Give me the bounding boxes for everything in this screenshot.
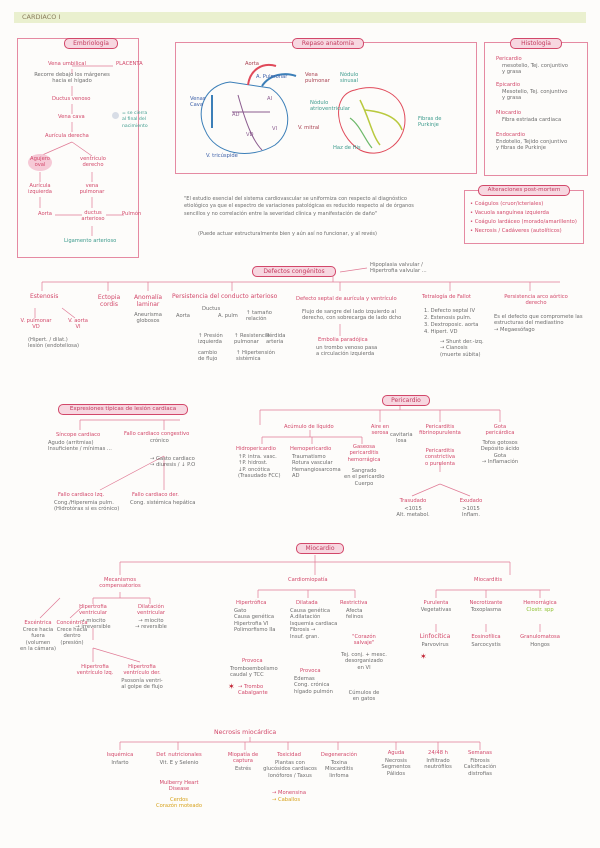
ductus-arterioso: ductus arterioso xyxy=(81,210,105,223)
monensina-sub: → Caballos xyxy=(272,797,301,803)
def-nutricionales-note: Vit. E y Selenio xyxy=(159,760,199,766)
necrotizante: Necrotizante xyxy=(469,600,503,606)
pericarditis: Pericarditis fibrinopurulenta xyxy=(419,424,461,437)
aguda-note: Necrosis Segmentos Pálidos xyxy=(381,758,411,777)
restrictiva-note: Afecta felinos xyxy=(346,608,364,621)
excentrica-note: Crece hacia fuera (volumen en la cámara) xyxy=(20,627,56,653)
linfocitica: Linfocítica xyxy=(419,633,451,640)
persistencia-aorta: Aorta xyxy=(176,313,190,319)
necrotizante-note: Toxoplasma xyxy=(470,607,502,613)
hemopericardio: Hemopericardio xyxy=(290,446,332,452)
anomalia: Anomalía laminar xyxy=(133,294,163,308)
pericardio-title: Pericardio xyxy=(382,395,430,406)
label-a-pulmonar: A. Pulmonar xyxy=(256,74,288,80)
histo-miocardio-desc: Fibra estriada cardiaca xyxy=(502,117,562,123)
isquemica-note: Infarto xyxy=(111,760,129,766)
miocarditis: Miocarditis xyxy=(474,577,503,583)
horas-note: Infiltrado neutrófilos xyxy=(424,758,452,771)
anomalia-sub: Aneurisma globosos xyxy=(134,312,162,325)
quote-note: (Puede actuar estructuralmente bien y aún así no funcionar, y al revés) xyxy=(198,231,377,237)
ductus-venoso: Ductus venoso xyxy=(52,96,91,102)
embriologia-title: Embriología xyxy=(64,38,118,49)
mecanismos: Mecanismos compensatorios xyxy=(99,577,141,590)
label-venas-cava: Venas Cava xyxy=(190,96,206,109)
septal-sub-note: un trombo venoso pasa a circulación izquierda xyxy=(316,345,378,358)
exudado-note: >1015 Inflam. xyxy=(462,506,480,519)
fallot-item-2: 2. Estenosis pulm. xyxy=(424,315,472,321)
dilatacion-note: → miocito → reversible xyxy=(135,618,167,631)
fallot-note: → Shunt der.-izq. → Cianosis (muerte súbita) xyxy=(440,339,484,358)
septal-sub: Embolia paradójica xyxy=(318,337,368,343)
postmortem-title: Alteraciones post-mortem xyxy=(478,185,570,196)
defectos-title: Defectos congénitos xyxy=(252,266,336,277)
postmortem-item-1: • Coágulos (cruor/icteriales) xyxy=(470,201,544,207)
eosinofilica: Eosinofílica xyxy=(471,634,501,640)
aorta: Aorta xyxy=(38,211,52,217)
hemopericardio-note: Traumatismo Rotura vascular Hemangiosarcoma AD xyxy=(292,454,341,480)
label-nodulo-sinusal: Nódulo sinusal xyxy=(340,72,359,85)
aguda: Aguda xyxy=(387,750,405,756)
hipertrofia-note: → miocito → irreversible xyxy=(75,618,111,631)
label-v-tricuspide: V. tricúspide xyxy=(206,153,238,159)
persistencia-ductus: Ductus xyxy=(202,306,221,312)
agujero-oval: Agujero oval xyxy=(30,156,50,169)
horas: 24/48 h xyxy=(428,750,448,756)
label-haz-his: Haz de His xyxy=(333,145,361,151)
gaseosa: Gaseosa pericarditis hemorrágica xyxy=(347,444,381,463)
postmortem-item-4: • Necrosis / Cadáveres (autolíticos) xyxy=(470,228,562,234)
label-aorta: Aorta xyxy=(245,61,259,67)
fallot-item-4: 4. Hipert. VD xyxy=(424,329,458,335)
gota: Gota pericárdica xyxy=(485,424,515,437)
hemorragica: Hemorrágica xyxy=(523,600,557,606)
persistencia-arco: Persistencia arco aórtico derecho xyxy=(504,294,568,307)
excentrica: Excéntrica xyxy=(24,620,52,626)
persistencia: Persistencia del conducto arterioso xyxy=(172,293,278,300)
aire-serosa: Aire en serosa xyxy=(370,424,390,437)
histo-endocardio: Endocardio xyxy=(496,132,526,138)
acumulo: Acúmulo de líquido xyxy=(284,424,334,430)
hidropericardio: Hidropericardio xyxy=(236,446,276,452)
vena-pulmonar: vena pulmonar xyxy=(79,183,105,196)
gota-note: Tofos gotosos Depósito ácido Gota → Inflamación xyxy=(480,440,520,466)
hidropericardio-note: ↑P. intra. vasc. ↑P. hidrost. ↓P. oncótica (Trasudado FCC) xyxy=(238,454,281,480)
auricula-derecha: Aurícula derecha xyxy=(45,133,89,139)
mulberry: Mulberry Heart Disease xyxy=(159,780,199,793)
corazon-salvaje: "Corazón salvaje" xyxy=(352,634,376,647)
hipertrofica-note: Gato Causa genética Hipertrofia VI Polimorfismo IIa xyxy=(234,608,276,634)
pericarditis-sub: Pericarditis constrictiva o purulenta xyxy=(424,448,456,467)
closure-dot xyxy=(112,112,119,119)
via-higado-note: Recorre debajo los márgenes hacia el hígado xyxy=(34,72,110,85)
auricula-izquierda: Aurícula izquierda xyxy=(28,183,52,196)
closure-note: = se cierra al final del nacimiento xyxy=(122,111,148,129)
dilatada: Dilatada xyxy=(296,600,318,606)
restrictiva: Restrictiva xyxy=(340,600,368,606)
fallo-izq: Fallo cardiaco Izq. xyxy=(58,492,105,498)
repaso-title: Repaso anatomía xyxy=(292,38,364,49)
postmortem-item-3: • Coágulo lardáceo (morado/amarillento) xyxy=(470,219,577,225)
hip-der-note: Psosonía ventri- al golpe de flujo xyxy=(121,678,163,691)
fallot-item-3: 3. Dextroposic. aorta xyxy=(424,322,479,328)
purulenta: Purulenta xyxy=(423,600,449,606)
septal-note: Flujo de sangre del lado izquierdo al derecho, con sobrecarga de lado dcho xyxy=(302,309,402,322)
pulmon: Pulmón xyxy=(122,211,142,217)
estenosis-va: V. aorta VI xyxy=(68,318,88,331)
embriologia-panel xyxy=(17,38,142,258)
postmortem-panel xyxy=(464,190,584,244)
ventriculo-derecho: ventrículo derecho xyxy=(80,156,106,169)
placenta: PLACENTA xyxy=(116,61,143,67)
dilatada-note: Causa genética A.dilatación Isquemia cardiaca Fibrosis → Insuf. gran. xyxy=(290,608,338,640)
label-nodulo-atrioventricular: Nódulo atrioventricular xyxy=(310,100,351,113)
ligamento-arterioso: Ligamento arterioso xyxy=(64,238,117,244)
granulomatosa: Granulomatosa xyxy=(520,634,560,640)
degeneracion: Degeneración xyxy=(320,752,358,758)
estenosis-vp: V. pulmonar VD xyxy=(20,318,52,331)
label-vd: VD xyxy=(246,132,254,138)
dilatacion: Dilatación ventricular xyxy=(136,604,166,617)
label-vena-pulmonar: Vena pulmonar xyxy=(305,72,330,85)
histo-endocardio-desc: Endotelio, Tejido conjuntivo y fibras de Purkinje xyxy=(496,139,568,152)
persistencia-perdida: Pérdida arteria xyxy=(266,333,286,346)
fallot-item-1: 1. Defecto septal IV xyxy=(424,308,476,314)
label-ai: AI xyxy=(267,96,273,102)
toxicidad-note: Plantas con glucósidos cardiacos Ionóforos / Taxus xyxy=(263,760,317,779)
persistencia-resistencia: ↑ Resistencia pulmonar xyxy=(234,333,270,346)
def-nutricionales: Def. nutricionales xyxy=(156,752,202,758)
persistencia-arco-note: Es el defecto que compromete las estructuras del mediastino → Megaesófago xyxy=(494,314,583,333)
hipertrofica: Hipertrófica xyxy=(236,600,267,606)
linfocitica-note: Parvovirus xyxy=(421,642,449,648)
sincope-note: Agudo (arritmias) Insuficiente / mínimas ... xyxy=(48,440,112,453)
necrosis-title: Necrosis miocárdica xyxy=(214,729,277,736)
histo-pericardio-desc: mesotelio, Tej. conjuntivo y grasa xyxy=(502,63,568,76)
fallo-note: crónico xyxy=(150,438,169,444)
star-icon: ✶ xyxy=(228,682,235,691)
label-vi: VI xyxy=(272,126,278,132)
label-v-mitral: V. mitral xyxy=(298,125,320,131)
eosinofilica-note: Sarcocystis xyxy=(471,642,501,648)
star-icon-2: ✶ xyxy=(420,652,427,661)
hipertrofia: Hipertrofia ventricular xyxy=(78,604,108,617)
toxicidad: Toxicidad xyxy=(277,752,301,758)
histo-epicardio: Epicardio xyxy=(496,82,520,88)
vena-umbilical: Vena umbilical xyxy=(48,61,86,67)
semanas-note: Fibrosis Calcificación distrofias xyxy=(463,758,497,777)
trasudado-note: <1015 Alt. metabol. xyxy=(396,506,430,519)
persistencia-hipertension: ↑ Hipertensión sistémica xyxy=(236,350,276,363)
provoca-2-note: Edemas Cong. crónica hígado pulmón xyxy=(294,676,333,695)
expresiones-title: Expresiones típicas de lesión cardiaca xyxy=(58,404,188,415)
hip-izq: Hipertrofia ventrículo Izq. xyxy=(76,664,114,677)
septal: Defecto septal de aurícula y ventrículo xyxy=(296,296,397,302)
mulberry-note: Cerdos Corazón moteado xyxy=(155,797,203,810)
label-ad: AD xyxy=(232,112,240,118)
miopatia: Miopatía de captura xyxy=(227,752,259,765)
hemorragica-note: Clostr. spp xyxy=(526,607,554,613)
provoca-2: Provoca xyxy=(300,668,321,674)
fallo-der-note: Cong. sistémica hepática xyxy=(130,500,196,506)
fallot: Tetralogía de Fallot xyxy=(422,294,471,300)
fallo-sub: → Gasto cardiaco → diuresis / ↓ P.O xyxy=(150,456,196,469)
fallo: Fallo cardiaco congestivo xyxy=(124,431,190,437)
ectopia: Ectopia cordis xyxy=(97,294,121,308)
isquemica: Isquémica xyxy=(106,752,134,758)
granulomatosa-note: Hongos xyxy=(530,642,550,648)
defectos-side: Hipoplasia valvular / Hipertrofia valvular ... xyxy=(370,262,427,275)
trasudado: Trasudado xyxy=(399,498,427,504)
histo-epicardio-desc: Mesotelio, Tej. conjuntivo y grasa xyxy=(502,89,568,102)
postmortem-item-2: • Vacuola sanguínea izquierda xyxy=(470,210,550,216)
cardiomiopatia: Cardiomiopatía xyxy=(288,577,328,583)
corazon-sub: Cúmulos de en gatos xyxy=(348,690,380,703)
histologia-title: Histología xyxy=(510,38,562,49)
miocardio-title: Miocardio xyxy=(296,543,344,554)
label-fibras-purkinje: Fibras de Purkinje xyxy=(418,116,442,129)
concentrica-note: Crece hacia dentro (presión) xyxy=(56,627,88,646)
hip-der: Hipertrofia ventrículo der. xyxy=(123,664,161,677)
purulenta-note: Vegetativas xyxy=(420,607,452,613)
corazon-note: Tej. conj. + mesc. desorganizado en VI xyxy=(341,652,387,671)
fallo-izq-note: Cong./Hiperemia pulm. (Hidrotórax si es crónico) xyxy=(54,500,120,513)
gaseosa-note: Sangrado en el pericardio Cuerpo xyxy=(344,468,385,487)
histo-miocardio: Miocardio xyxy=(496,110,522,116)
fallo-der: Fallo cardiaco der. xyxy=(132,492,179,498)
histo-pericardio: Pericardio xyxy=(496,56,522,62)
provoca-1: Provoca xyxy=(242,658,263,664)
estenosis-note: (Hipert. / dilat.) lesión (endoteliosa) xyxy=(28,337,80,350)
monensina: → Monensina xyxy=(272,790,307,796)
miopatia-note: Estrés xyxy=(235,766,251,772)
aire-serosa-note: cavitaria losa xyxy=(390,432,413,445)
exudado: Exudado xyxy=(459,498,483,504)
sincope: Síncope cardiaco xyxy=(56,432,101,438)
semanas: Semanas xyxy=(468,750,492,756)
page-title: CARDIACO I xyxy=(22,13,61,21)
estenosis: Estenosis xyxy=(30,293,59,300)
quote-text: "El estudio esencial del sistema cardiovascular se uniformiza con respecto al diagnóstico etiológico ya que el espectro de variaciones patológicas es reducido respecto al de órganos sencillos y no correlación entre la severidad clínica y manifestación de daño" xyxy=(184,196,414,217)
persistencia-cambio: cambio de flujo xyxy=(198,350,218,363)
degeneracion-note: Toxina Miocarditis linfoma xyxy=(324,760,354,779)
persistencia-a-pulm: A. pulm xyxy=(218,313,238,319)
trombo: → Trombo Cabalgante xyxy=(238,684,268,697)
provoca-1-note: Tromboembolismo caudal y TCC xyxy=(230,666,278,679)
concentrica: Concéntrica xyxy=(56,620,88,626)
persistencia-presion: ↑ Presión izquierda xyxy=(198,333,223,346)
vena-cava: Vena cava xyxy=(58,114,85,120)
persistencia-tamano: ↑ tamaño relación xyxy=(246,310,272,323)
